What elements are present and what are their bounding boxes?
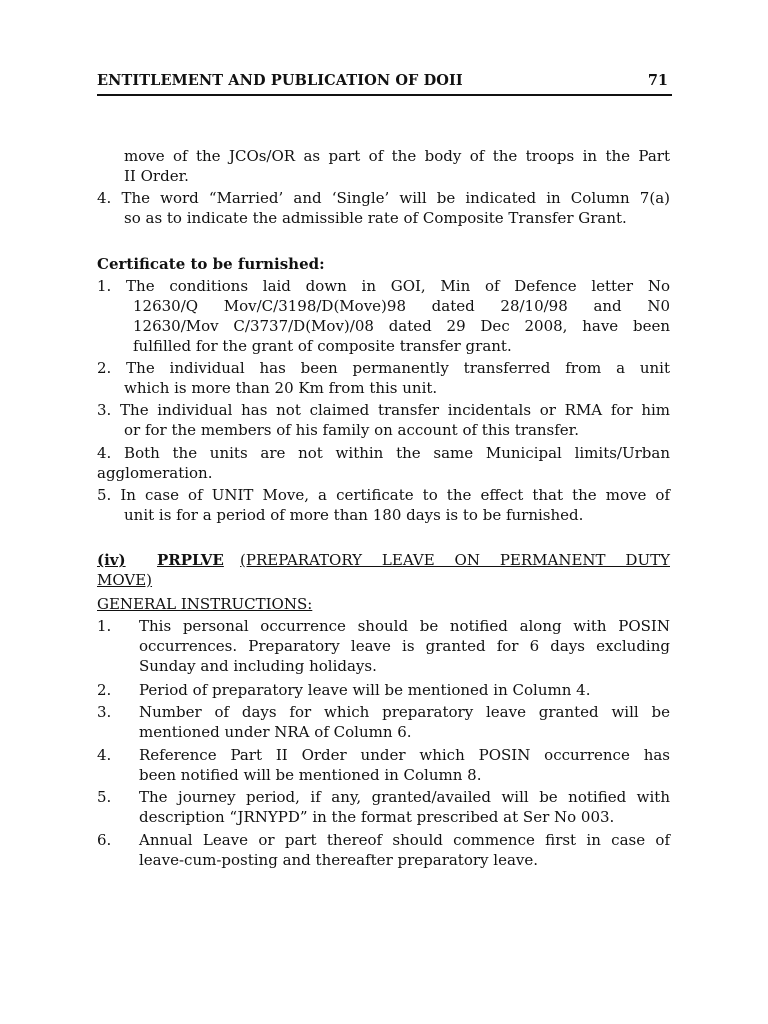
page-title: ENTITLEMENT AND PUBLICATION OF DOII: [97, 72, 463, 89]
section-iv-code: PRPLVE: [157, 551, 224, 569]
instruction-line: leave-cum-posting and thereafter preparatory leave.: [139, 851, 539, 869]
certificate-item-2-line-1: 2. The individual has been permanently transferred from a unit: [97, 359, 670, 377]
instruction-number: 6.: [97, 831, 112, 849]
instruction-line: been notified will be mentioned in Column 8.: [139, 766, 482, 784]
intro-line-1: move of the JCOs/OR as part of the body of the troops in the Part: [124, 147, 670, 165]
instruction-line: Annual Leave or part thereof should commence first in case of: [139, 831, 670, 849]
certificate-item-5-line-1: 5. In case of UNIT Move, a certificate to the effect that the move of: [97, 486, 670, 504]
certificate-heading: Certificate to be furnished:: [97, 255, 325, 273]
certificate-item-2-line-2: which is more than 20 Km from this unit.: [124, 379, 438, 397]
intro-item-4-line-1: 4. The word “Married’ and ‘Single’ will be indicated in Column 7(a): [97, 189, 670, 207]
instruction-line: Sunday and including holidays.: [139, 657, 377, 675]
instruction-line: occurrences. Preparatory leave is granted for 6 days excluding: [139, 637, 670, 655]
certificate-item-1-line-2: 12630/Q Mov/C/3198/D(Move)98 dated 28/10/98 and N0: [133, 297, 670, 315]
certificate-item-3-line-1: 3. The individual has not claimed transfer incidentals or RMA for him: [97, 401, 670, 419]
general-instructions-heading: GENERAL INSTRUCTIONS:: [97, 595, 313, 613]
instruction-line: mentioned under NRA of Column 6.: [139, 723, 412, 741]
certificate-item-4-line-2: agglomeration.: [97, 464, 213, 482]
intro-item-4-line-2: so as to indicate the admissible rate of Composite Transfer Grant.: [124, 209, 627, 227]
instruction-number: 2.: [97, 681, 112, 699]
section-iv-description-line-2: MOVE): [97, 571, 153, 589]
section-iv-label: (iv): [97, 551, 126, 569]
instruction-line: description “JRNYPD” in the format prescribed at Ser No 003.: [139, 808, 615, 826]
instruction-line: This personal occurrence should be notified along with POSIN: [139, 617, 670, 635]
page-header: [97, 72, 672, 96]
instruction-number: 4.: [97, 746, 112, 764]
instruction-number: 5.: [97, 788, 112, 806]
page-number: 71: [647, 72, 668, 89]
section-iv-description-line-1: (PREPARATORY LEAVE ON PERMANENT DUTY: [240, 551, 670, 569]
certificate-item-5-line-2: unit is for a period of more than 180 days is to be furnished.: [124, 506, 584, 524]
instruction-number: 3.: [97, 703, 112, 721]
section-iv-heading: [97, 550, 670, 570]
certificate-item-1-line-4: fulfilled for the grant of composite transfer grant.: [133, 337, 512, 355]
certificate-item-1-line-3: 12630/Mov C/3737/D(Mov)/08 dated 29 Dec 2008, have been: [133, 317, 670, 335]
instruction-line: Period of preparatory leave will be mentioned in Column 4.: [139, 681, 591, 699]
certificate-item-3-line-2: or for the members of his family on account of this transfer.: [124, 421, 579, 439]
certificate-item-1-line-1: 1. The conditions laid down in GOI, Min of Defence letter No: [97, 277, 670, 295]
instruction-line: Number of days for which preparatory leave granted will be: [139, 703, 670, 721]
certificate-item-4-line-1: 4. Both the units are not within the same Municipal limits/Urban: [97, 444, 670, 462]
instruction-line: The journey period, if any, granted/availed will be notified with: [139, 788, 670, 806]
instruction-number: 1.: [97, 617, 112, 635]
instruction-line: Reference Part II Order under which POSIN occurrence has: [139, 746, 670, 764]
intro-line-2: II Order.: [124, 167, 189, 185]
